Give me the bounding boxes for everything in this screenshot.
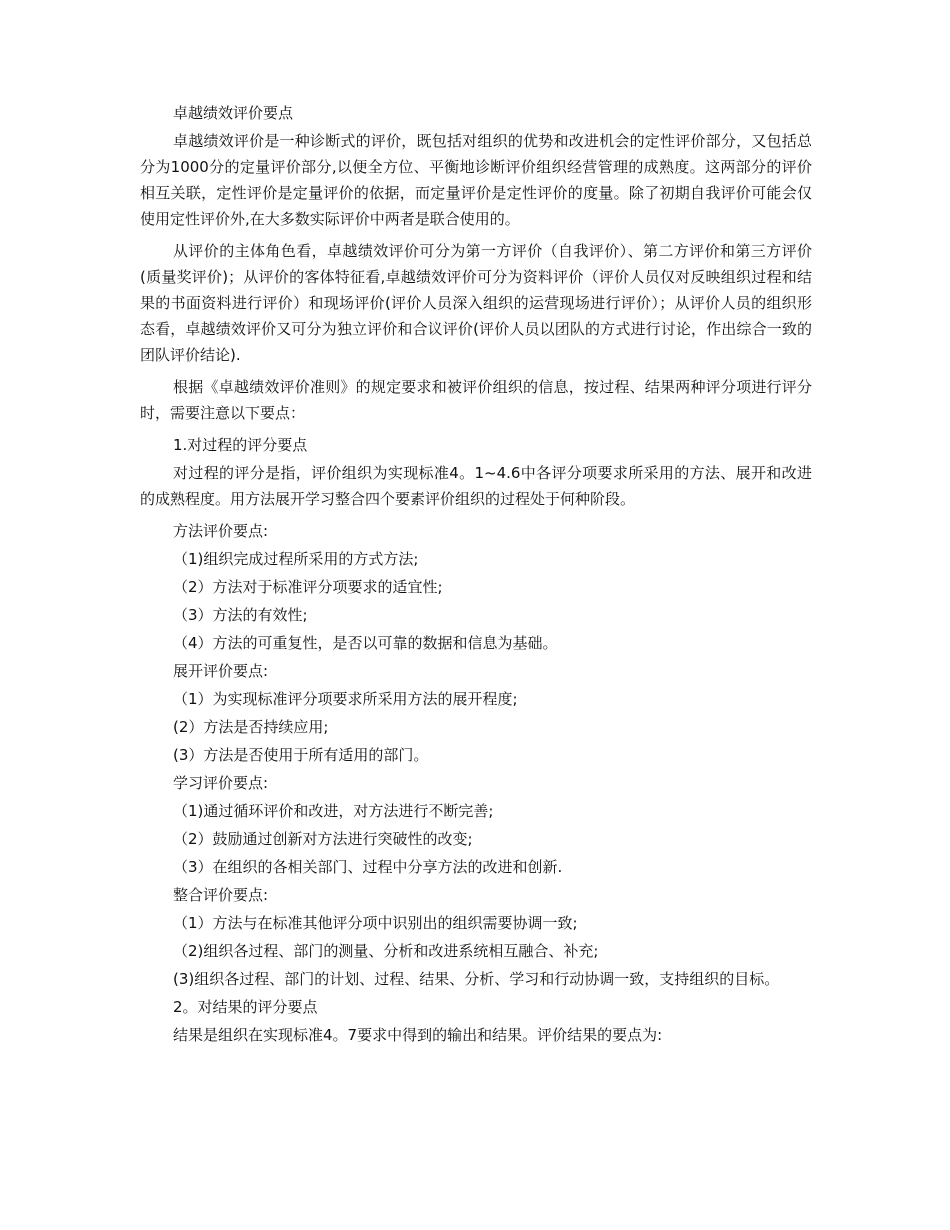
document-body: [140, 100, 812, 1054]
list-item: （2）鼓励通过创新对方法进行突破性的改变;: [173, 830, 473, 848]
integration-label: 整合评价要点:: [173, 886, 269, 904]
list-item: (3)组织各过程、部门的计划、过程、结果、分析、学习和行动协调一致，支持组织的目标。: [173, 970, 780, 988]
section2-heading: 2。对结果的评分要点: [173, 998, 318, 1016]
list-item: (3）方法是否使用于所有适用的部门。: [173, 746, 429, 764]
list-item: （2)组织各过程、部门的测量、分析和改进系统相互融合、补充;: [173, 942, 599, 960]
document-title: 卓越绩效评价要点: [173, 104, 294, 122]
list-item: （1）方法与在标准其他评分项中识别出的组织需要协调一致;: [173, 914, 578, 932]
section2-intro: 结果是组织在实现标准4。7要求中得到的输出和结果。评价结果的要点为:: [173, 1026, 663, 1044]
list-item: （2）方法对于标准评分项要求的适宜性;: [173, 578, 443, 596]
list-item: （1）为实现标准评分项要求所采用方法的展开程度;: [173, 690, 518, 708]
list-item: （3）方法的有效性;: [173, 606, 308, 624]
learning-label: 学习评价要点:: [173, 774, 269, 792]
list-item: （3）在组织的各相关部门、过程中分享方法的改进和创新.: [173, 858, 563, 876]
list-item: （1)通过循环评价和改进，对方法进行不断完善;: [173, 802, 494, 820]
method-label: 方法评价要点:: [173, 522, 269, 540]
section1-intro: 对过程的评分是指，评价组织为实现标准4。1~4.6中各评分项要求所采用的方法、展开和改进的成熟程度。用方法展开学习整合四个要素评价组织的过程处于何种阶段。: [140, 464, 812, 508]
list-item: （4）方法的可重复性，是否以可靠的数据和信息为基础。: [173, 634, 558, 652]
section1-heading: 1.对过程的评分要点: [173, 436, 308, 454]
deploy-label: 展开评价要点:: [173, 662, 269, 680]
paragraph-basis: 根据《卓越绩效评价准则》的规定要求和被评价组织的信息，按过程、结果两种评分项进行评分时，需要注意以下要点：: [140, 378, 812, 422]
list-item: (2）方法是否持续应用;: [173, 718, 329, 736]
paragraph-types: 从评价的主体角色看，卓越绩效评价可分为第一方评价（自我评价）、第二方评价和第三方评价(质量奖评价)；从评价的客体特征看,卓越绩效评价可分为资料评价（评价人员仅对反映组织过程和结果的书面资料进行评价）和现场评价(评价人员深入组织的运营现场进行评价）；从评价人员的组织形态看，卓越绩效评价又可分为独立评价和合议评价(评价人员以团队的方式进行讨论，作出综合一致的团队评价结论).: [140, 242, 812, 364]
list-item: （1)组织完成过程所采用的方式方法;: [173, 550, 419, 568]
paragraph-intro: 卓越绩效评价是一种诊断式的评价，既包括对组织的优势和改进机会的定性评价部分，又包括总分为1000分的定量评价部分,以便全方位、平衡地诊断评价组织经营管理的成熟度。这两部分的评价相互关联，定性评价是定量评价的依据，而定量评价是定性评价的度量。除了初期自我评价可能会仅使用定性评价外,在大多数实际评价中两者是联合使用的。: [140, 132, 812, 228]
